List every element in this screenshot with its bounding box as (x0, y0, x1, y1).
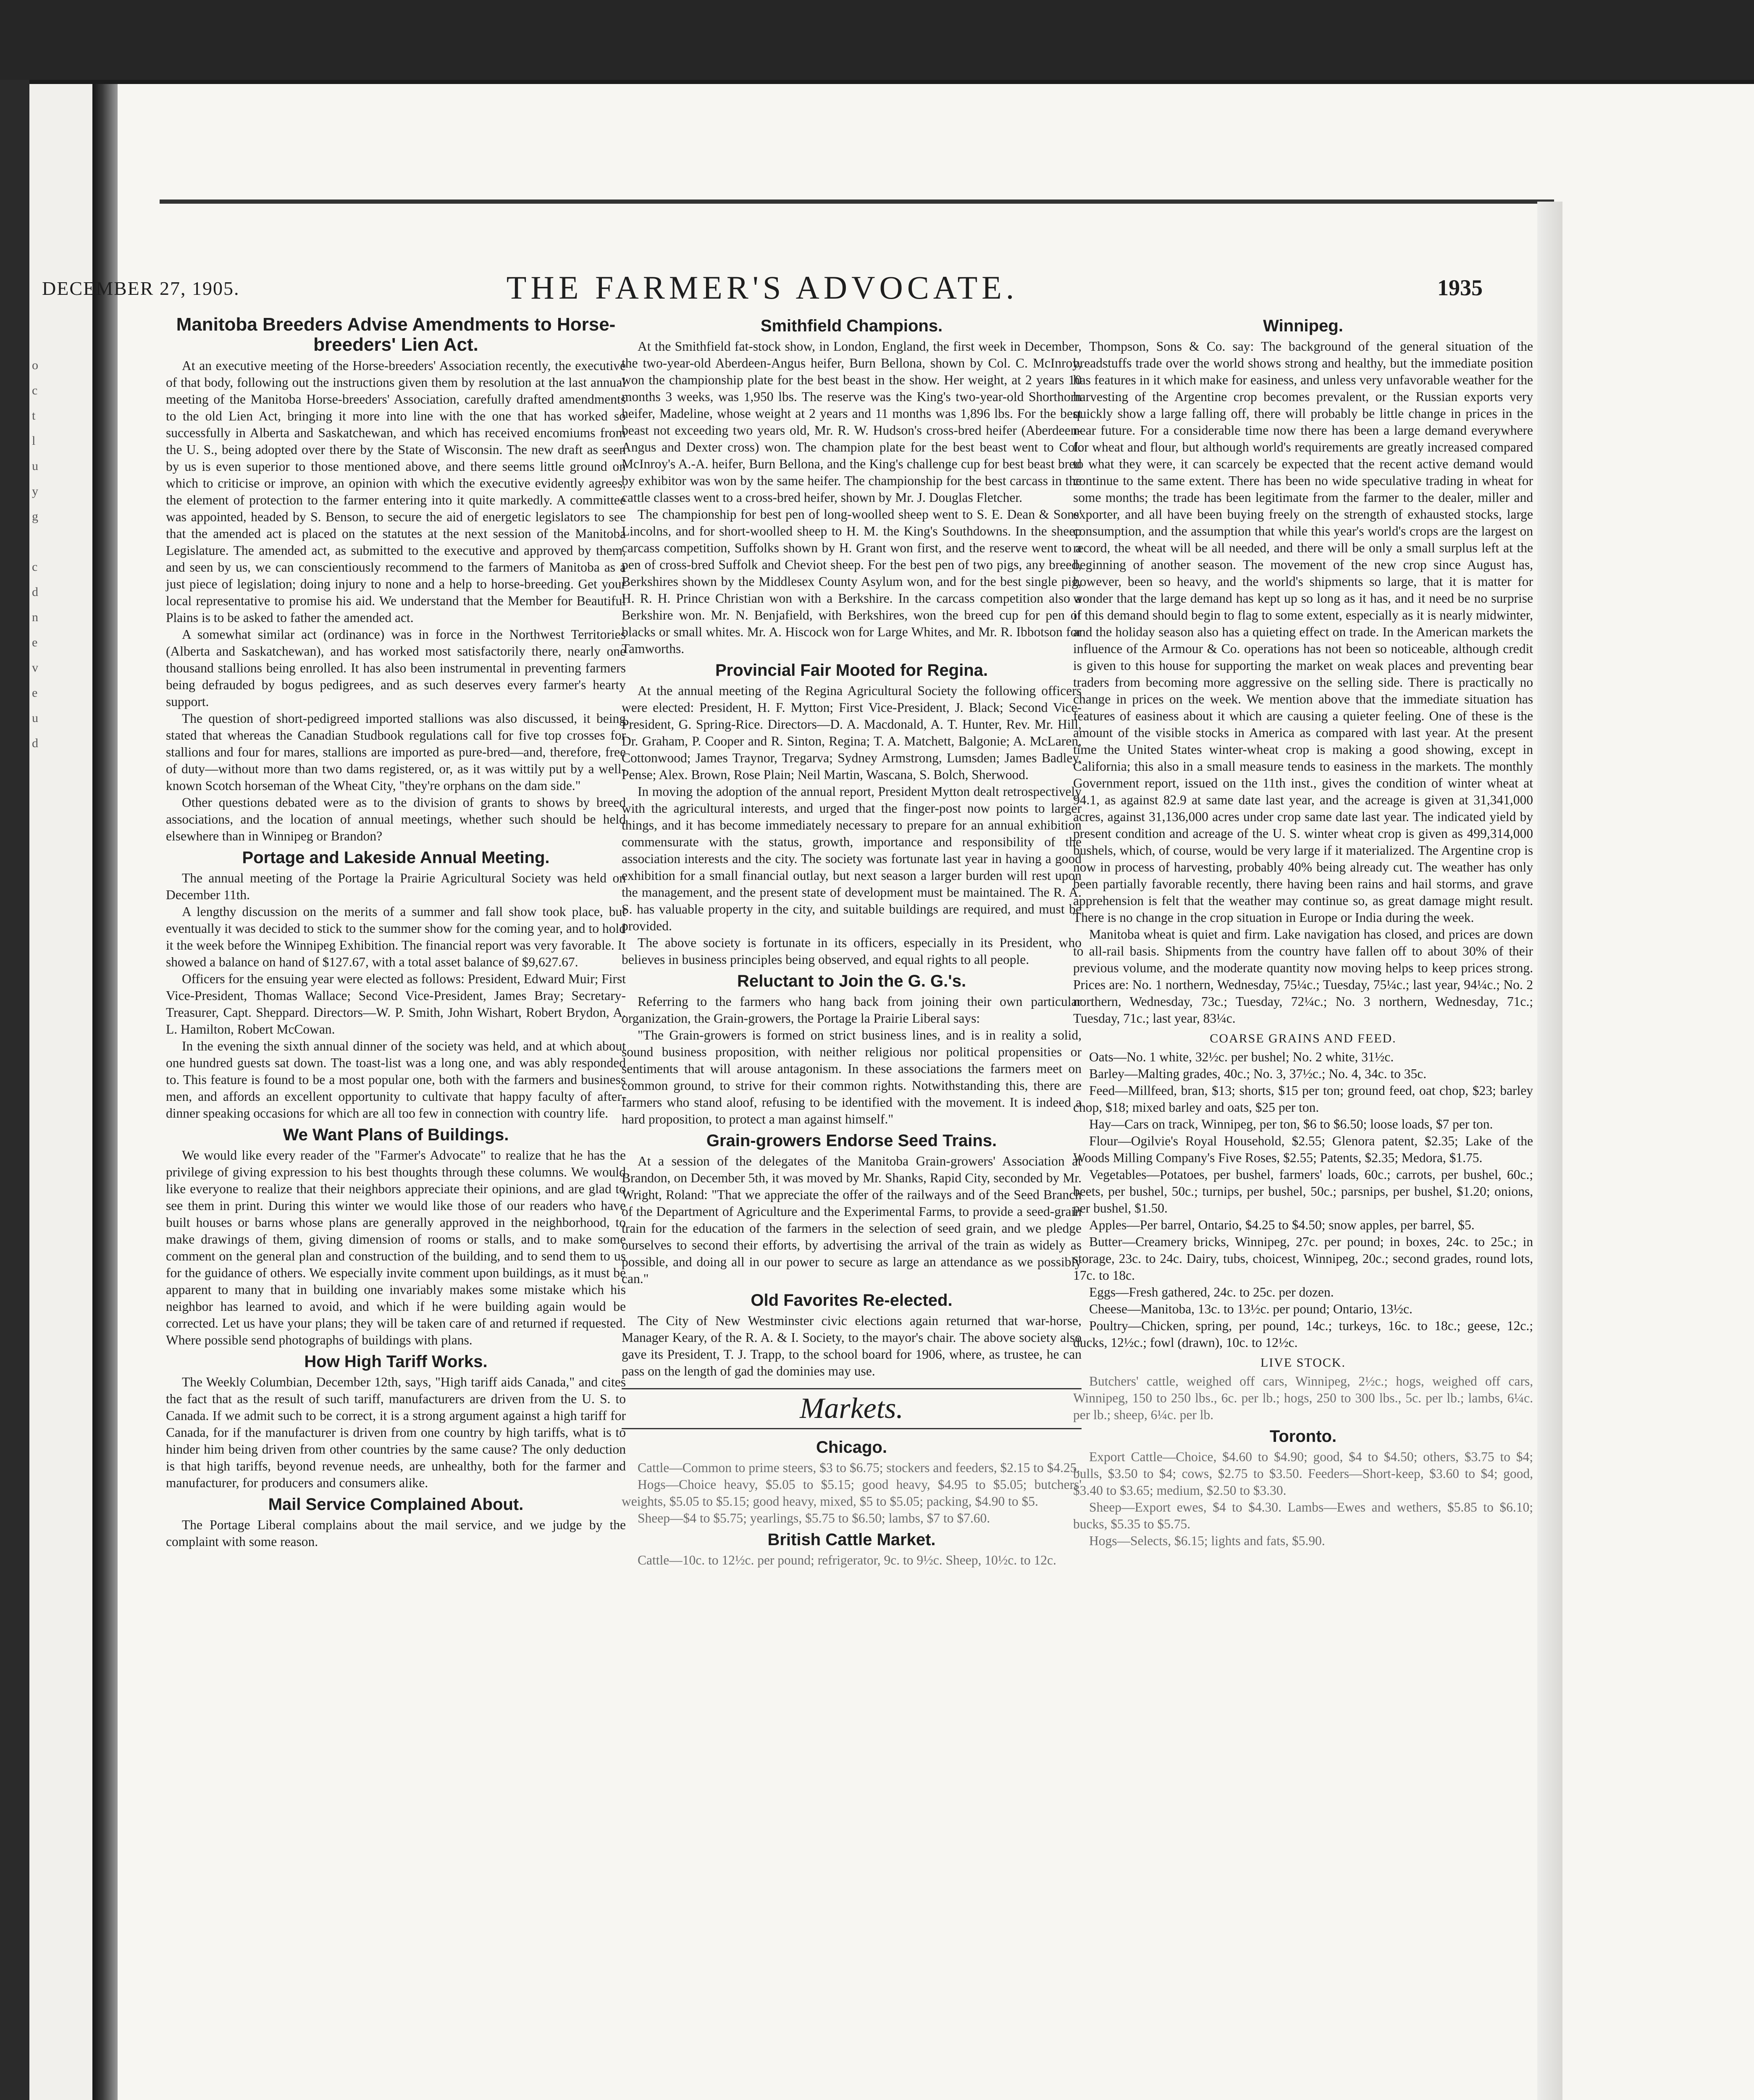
headline-high-tariff: How High Tariff Works. (304, 1352, 488, 1371)
running-head (34, 269, 1491, 307)
paragraph: Referring to the farmers who hang back from joining their own particular organization, the Grain-growers, the Portage la Prairie Liberal says: (622, 994, 1082, 1026)
paragraph: Cattle—10c. to 12½c. per pound; refrigerator, 9c. to 9½c. Sheep, 10½c. to 12c. (638, 1553, 1056, 1567)
headline-british-cattle: British Cattle Market. (767, 1530, 936, 1549)
paragraph: Cheese—Manitoba, 13c. to 13½c. per pound; Ontario, 13½c. (1089, 1302, 1413, 1316)
paragraph: Export Cattle—Choice, $4.60 to $4.90; good, $4 to $4.50; others, $3.75 to $4; bulls, $3.50 to $4; cows, $2.75 to $3.50. Feeders—Short-keep, $3.60 to $4; good, $3.40 to $3.65; medium, $2.50 to $3.30. (1073, 1449, 1533, 1498)
facing-page-letters: o c t l u y g c d n e v e u d (32, 358, 38, 750)
paragraph: Vegetables—Potatoes, per bushel, farmers' loads, 60c.; carrots, per bushel, 60c.; beets, per bushel, 50c.; turnips, per bushel, 50c.; parsnips, per bushel, $1.20; onions, per bushel, $1.50. (1073, 1167, 1533, 1215)
paragraph: Butter—Creamery bricks, Winnipeg, 27c. per pound; in boxes, 24c. to 25c.; in storage, 23c. to 24c. Dairy, tubs, choicest, Winnipeg, 20c.; second grades, round lots, 17c. to 18c. (1073, 1234, 1533, 1283)
page-number: 1935 (1437, 275, 1483, 300)
paragraph: At a session of the delegates of the Manitoba Grain-growers' Association at Brandon, on December 5th, it was moved by Mr. Shanks, Rapid City, seconded by Mr. Wright, Roland: "That we appreciate the offer of the railways and of the Seed Branch of the Department of Agriculture and the Experimental Farms, to provide a seed-grain train for the education of the farmers in the selection of seed grain, and we pledge ourselves to second their efforts, by advertising the arrival of the train as widely as possible, and doing all in our power to secure as large an attendance as we possibly can." (622, 1154, 1082, 1286)
paragraph: Hay—Cars on track, Winnipeg, per ton, $6 to $6.50; loose loads, $7 per ton. (1089, 1117, 1493, 1131)
column-3 (1073, 313, 1533, 1549)
scan-backdrop-left (0, 80, 29, 2100)
paragraph: Other questions debated were as to the division of grants to shows by breed associations, and the location of annual meetings, whether such should be held elsewhere than in Winnipeg or Brandon? (166, 795, 626, 843)
subhead-live-stock: LIVE STOCK. (1260, 1356, 1346, 1370)
paragraph: Apples—Per barrel, Ontario, $4.25 to $4.50; snow apples, per barrel, $5. (1089, 1218, 1475, 1232)
column-1 (166, 313, 626, 1550)
paragraph: The above society is fortunate in its officers, especially in its President, who believes in business principles being observed, and equal rights to all people. (622, 935, 1082, 967)
paragraph: Poultry—Chicken, spring, per pound, 14c.; turkeys, 16c. to 18c.; geese, 12c.; ducks, 12½c.; fowl (drawn), 10c. to 12½c. (1073, 1318, 1533, 1350)
paragraph: "The Grain-growers is formed on strict business lines, and is in reality a solid, sound business proposition, with neither religious nor political propensities or sentiments that will arouse antagonism. In these associations the farmers meet on common ground, to strive for their common rights. Notwithstanding this, there are farmers who stand aloof, refusing to be identified with the movement. It is indeed a hard proposition, to protect a man against himself." (622, 1028, 1082, 1126)
paragraph: The annual meeting of the Portage la Prairie Agricultural Society was held on December 11th. (166, 871, 626, 902)
book-gutter (92, 84, 118, 2100)
headline-toronto: Toronto. (1269, 1427, 1337, 1446)
headline-mail-service: Mail Service Complained About. (268, 1495, 524, 1514)
paragraph: Butchers' cattle, weighed off cars, Winnipeg, 2½c.; hogs, weighed off cars, Winnipeg, 150 to 250 lbs., 6c. per lb.; hogs, 250 to 300 lbs., 5c. per lb.; lambs, 6¼c. per lb.; sheep, 6¼c. per lb. (1073, 1374, 1533, 1422)
paragraph: Sheep—Export ewes, $4 to $4.30. Lambs—Ewes and wethers, $5.85 to $6.10; bucks, $5.35 to $5.75. (1073, 1500, 1533, 1531)
issue-date: DECEMBER 27, 1905. (42, 278, 240, 299)
headline-portage-lakeside: Portage and Lakeside Annual Meeting. (242, 848, 550, 867)
page-right-edge (1537, 202, 1562, 2100)
headline-provincial-fair: Provincial Fair Mooted for Regina. (715, 661, 988, 680)
paragraph: In the evening the sixth annual dinner of the society was held, and at which about one hundred guests sat down. The toast-list was a long one, and was ably responded to. This feature is found to be a most popular one, both with the farmers and business men, and affords an excellent opportunity to cultivate that happy faculty of after-dinner speaking occasions for which are all too few in connection with country life. (166, 1039, 626, 1121)
paragraph: The question of short-pedigreed imported stallions was also discussed, it being stated that whereas the Canadian Studbook regulations call for five top crosses for stallions and four for mares, stallions are imported as pure-bred—and, therefore, free of duty—without more than two dams registered, or, as it was wittily put by a well-known Scotch horseman of the Wheat City, "they're orphans on the dam side." (166, 711, 626, 793)
headline-chicago: Chicago. (816, 1438, 887, 1457)
paragraph: Feed—Millfeed, bran, $13; shorts, $15 per ton; ground feed, oat chop, $23; barley chop, $18; mixed barley and oats, $25 per ton. (1073, 1083, 1533, 1115)
paragraph: Hogs—Selects, $6.15; lights and fats, $5.90. (1089, 1533, 1325, 1548)
column-2 (622, 313, 1082, 1569)
paragraph: The City of New Westminster civic elections again returned that war-horse, Manager Keary, of the R. A. & I. Society, to the mayor's chair. The above society also gave its President, T. J. Trapp, to the school board for 1906, where, as trustee, he can pass on the length of gad the dominies may use. (622, 1313, 1082, 1378)
headline-old-favorites: Old Favorites Re-elected. (751, 1291, 953, 1310)
paragraph: A lengthy discussion on the merits of a summer and fall show took place, but eventually it was decided to stick to the summer show for the coming year, and to hold it the week before the Winnipeg Exhibition. The financial report was very favorable. It showed a balance on hand of $127.67, with a total asset balance of $9,627.67. (166, 904, 626, 969)
headline-smithfield: Smithfield Champions. (760, 317, 943, 335)
headline-seed-trains: Grain-growers Endorse Seed Trains. (706, 1131, 997, 1150)
headline-winnipeg: Winnipeg. (1263, 317, 1343, 335)
paragraph: At the annual meeting of the Regina Agricultural Society the following officers were elected: President, H. F. Mytton; First Vice-President, J. Black; Second Vice-President, G. Spring-Rice. Directors—D. A. Macdonald, A. T. Hunter, Rev. Mr. Hill, Dr. Graham, P. Cooper and R. Sinton, Regina; T. A. Matchett, Balgonie; A. McLaren, Cottonwood; James Traynor, Tregarva; Sydney Armstrong, Lumsden; James Badley, Pense; Alex. Brown, Rose Plain; Neil Martin, Wascana, S. Bolch, Sherwood. (622, 683, 1082, 782)
paragraph: A somewhat similar act (ordinance) was in force in the Northwest Territories (Alberta and Saskatchewan), and has worked most satisfactorily there, nearly one thousand stallions being enrolled. It has also been instrumental in preventing farmers being defrauded by bogus pedigrees, and as such deserves every farmer's hearty support. (166, 627, 626, 709)
scan-backdrop-top (0, 0, 1754, 80)
paragraph: Sheep—$4 to $5.75; yearlings, $5.75 to $6.50; lambs, $7 to $7.60. (638, 1511, 990, 1525)
headline-breeders-lien-act: Manitoba Breeders Advise Amendments to Horse-breeders' Lien Act. (176, 314, 616, 355)
paragraph: Barley—Malting grades, 40c.; No. 3, 37½c.; No. 4, 34c. to 35c. (1089, 1066, 1427, 1081)
paragraph: At an executive meeting of the Horse-breeders' Association recently, the executive of that body, following out the instructions given them by resolution at the last annual meeting of the Manitoba Horse-breeders' Association, carefully drafted amendments to the old Lien Act, bringing it more into line with the one that has worked so successfully in Alberta and Saskatchewan, and which has received encomiums from the U. S., being adopted over there by the State of Wisconsin. The new draft as seen by us is even superior to those mentioned above, and there seems little ground on which to criticise or improve, an opinion with which the executive evidently agrees, the element of protection to the farmer entering into it quite markedly. A committee was appointed, headed by S. Benson, to secure the aid of energetic legislators to see that the amended act is placed on the statutes at the next session of the Manitoba Legislature. The amended act, as submitted to the executive and approved by them, and seen by us, we can conscientiously recommend to the farmers of Manitoba as a just piece of legislation; doing injury to none and a help to horse-breeding. Get your local representative to promise his aid. We understand that the Member for Beautiful Plains is to be asked to father the amended act. (166, 358, 626, 625)
paragraph: Thompson, Sons & Co. say: The background of the general situation of the breadstuffs trade over the world shows strong and healthy, but the immediate position has features in it which make for easiness, and unless very unfavorable weather for the harvesting of the Argentine crop becomes prevalent, or the Russian exports very quickly show a large falling off, there will probably be little change in prices in the near future. For a considerable time now there has been a large demand everywhere for wheat and flour, but although world's requirements are greatly increased compared to what they were, it can scarcely be expected that the recent active demand would continue to the same extent. There has been no wide speculative trading in wheat for some months; the trade has been legitimate from the farmer to the dealer, miller and exporter, and all have been buying freely on the strength of exhausted stocks, large consumption, and the assumption that while this year's world's crops are the largest on record, the wheat will be all needed, and there will be only a small surplus left at the beginning of another season. The movement of the new crop since August has, however, been so heavy, and the world's shipments so large, that it is matter for wonder that the large demand has kept up so long as it has, and it need be no surprise if this demand should begin to flag to some extent, especially as it is nearly midwinter, and the holiday season also has a quieting effect on trade. In the American markets the influence of the Armour & Co. operations has not been so noticeable, although credit is given to this house for supporting the market on weak places and preventing bear traders from becoming more aggressive on the selling side. There is practically no change in prices on the week. We mention above that the immediate situation has features of easiness about it which are causing a quieter feeling. One of these is the amount of the visible stocks in America as compared with last year. At the present time the United States winter-wheat crop is making a good showing, except in California; this also in a small measure tends to easiness in the markets. The monthly Government report, issued on the 11th inst., gives the condition of winter wheat at 94.1, as against 82.9 at same date last year, and the acreage is given at 31,341,000 acres, against 31,136,000 acres under crop same date last year. The indicated yield by present condition and acreage of the U. S. winter wheat crop is given as 499,314,000 bushels, which, of course, would be very large if it materialized. The Argentine crop is now in process of harvesting, probably 40% being already cut. The weather has only been partially favorable recently, there having been rains and hail storms, and grave apprehension is felt that the weather may continue so, as great damage might result. There is no change in the crop situation in Europe or India during the week. (1073, 339, 1533, 925)
facing-page-edge (29, 84, 92, 2100)
paragraph: We would like every reader of the "Farmer's Advocate" to realize that he has the privilege of giving expression to his best thoughts through these columns. We would like everyone to realize that their neighbors appreciate their opinions, and are glad to see them in print. During this winter we would like those of our readers who have built houses or barns whose plans are generally approved in the neighborhood, to make drawings of them, giving dimension of rooms or stalls, and to make some comment on the general plan and construction of the building, and to send them to us for the guidance of others. We especially invite comment upon buildings, as it must be apparent to many that in building one invariably makes some mistake which his neighbor has learned to avoid, and which if he were building again would be corrected. Let us have your plans; they will be taken care of and returned if requested. Where possible send photographs of buildings with plans. (166, 1148, 626, 1347)
headline-reluctant-to-join: Reluctant to Join the G. G.'s. (737, 972, 966, 990)
paragraph: The Portage Liberal complains about the mail service, and we judge by the complaint with some reason. (166, 1517, 626, 1549)
paragraph: Manitoba wheat is quiet and firm. Lake navigation has closed, and prices are down to all-rail basis. Shipments from the country have fallen off to about 30% of their previous volume, and the moderate quantity now moving helps to keep prices strong. Prices are: No. 1 northern, Wednesday, 75¼c.; Tuesday, 75¼c.; last year, 94¼c.; No. 2 northern, Wednesday, 73c.; Tuesday, 72¼c.; No. 3 northern, Wednesday, 71c.; Tuesday, 71c.; last year, 83¼c. (1073, 927, 1533, 1026)
paragraph: Cattle—Common to prime steers, $3 to $6.75; stockers and feeders, $2.15 to $4.25. (638, 1460, 1080, 1475)
page-top-rule (160, 200, 1554, 204)
paragraph: Eggs—Fresh gathered, 24c. to 25c. per dozen. (1089, 1285, 1334, 1299)
subhead-coarse-grains: COARSE GRAINS AND FEED. (1210, 1032, 1397, 1045)
paragraph: Officers for the ensuing year were elected as follows: President, Edward Muir; First Vice-President, Thomas Wallace; Second Vice-President, James Bray; Secretary-Treasurer, Capt. Sheppard. Directors—W. P. Smith, John Wishart, Robert Brydon, A. L. Hamilton, Robert McCowan. (166, 971, 626, 1037)
paragraph: The Weekly Columbian, December 12th, says, "High tariff aids Canada," and cites the fact that as the result of such tariff, manufacturers are driven from the U. S. to Canada. If we admit such to be correct, it is a strong argument against a high tariff for Canada, for if the manufacturer is driven from one country by high tariffs, what is to hinder him being driven from other countries by the same cause? The only deduction is that high tariffs, beyond revenue needs, are unhealthy, both for the farmer and manufacturer, for producers and consumers alike. (166, 1375, 626, 1490)
paragraph: In moving the adoption of the annual report, President Mytton dealt retrospectively with the agricultural interests, and urged that the finger-post now points to larger things, and it has become immediately necessary to prepare for an annual exhibition commensurate with the status, growth, importance and responsibility of the association interests and the city. The society was fortunate last year in having a good exhibition for a small financial outlay, but next season a larger burden will rest upon the management, and the present state of development must be maintained. The R. A. S. has valuable property in the city, and suitable buildings are required, and must be provided. (622, 784, 1082, 933)
paragraph: Oats—No. 1 white, 32½c. per bushel; No. 2 white, 31½c. (1089, 1050, 1394, 1064)
paragraph: Hogs—Choice heavy, $5.05 to $5.15; good heavy, $4.95 to $5.05; butchers' weights, $5.05 to $5.15; good heavy, mixed, $5 to $5.05; packing, $4.90 to $5. (622, 1477, 1082, 1509)
markets-banner: Markets. (622, 1388, 1082, 1429)
paragraph: The championship for best pen of long-woolled sheep went to S. E. Dean & Sons' Lincolns, and for short-woolled sheep to H. M. the King's Southdowns. In the sheep carcass competition, Suffolks shown by H. Grant won first, and the reserve went to a pen of cross-bred Suffolk and Cheviot sheep. For the best pen of two pigs, any breed, Berkshires shown by the Middlesex County Asylum won, and for the best single pig, H. R. H. Prince Christian won with a Berkshire. In the carcass competition also a Berkshire won. Mr. N. Benjafield, with Berkshires, won the breed cup for pen of blacks or small whites. Mr. A. Hiscock won for Large Whites, and Mr. R. Ibbotson for Tamworths. (622, 507, 1082, 656)
paragraph: At the Smithfield fat-stock show, in London, England, the first week in December, the two-year-old Aberdeen-Angus heifer, Burn Bellona, shown by Col. C. McInroy, won the championship plate for the best beast in the show. Her weight, at 2 years 10 months 3 weeks, was 1,950 lbs. The reserve was the King's two-year-old Shorthorn heifer, Madeline, whose weight at 2 years and 11 months was 1,896 lbs. For the best beast not exceeding two years old, Mr. R. W. Hudson's cross-bred heifer (Aberdeen-Angus and Dexter cross) won. The champion plate for the best beast went to Col. McInroy's A.-A. heifer, Burn Bellona, and the King's challenge cup for best beast bred by exhibitor was won by the same heifer. The championship for the best carcass in the cattle classes went to a cross-bred heifer, shown by Mr. J. Douglas Fletcher. (622, 339, 1082, 505)
headline-plans-of-buildings: We Want Plans of Buildings. (283, 1126, 509, 1144)
paragraph: Flour—Ogilvie's Royal Household, $2.55; Glenora patent, $2.35; Lake of the Woods Milling Company's Five Roses, $2.55; Patents, $2.35; Medora, $1.75. (1073, 1134, 1533, 1165)
journal-title: THE FARMER'S ADVOCATE. (506, 269, 1019, 306)
